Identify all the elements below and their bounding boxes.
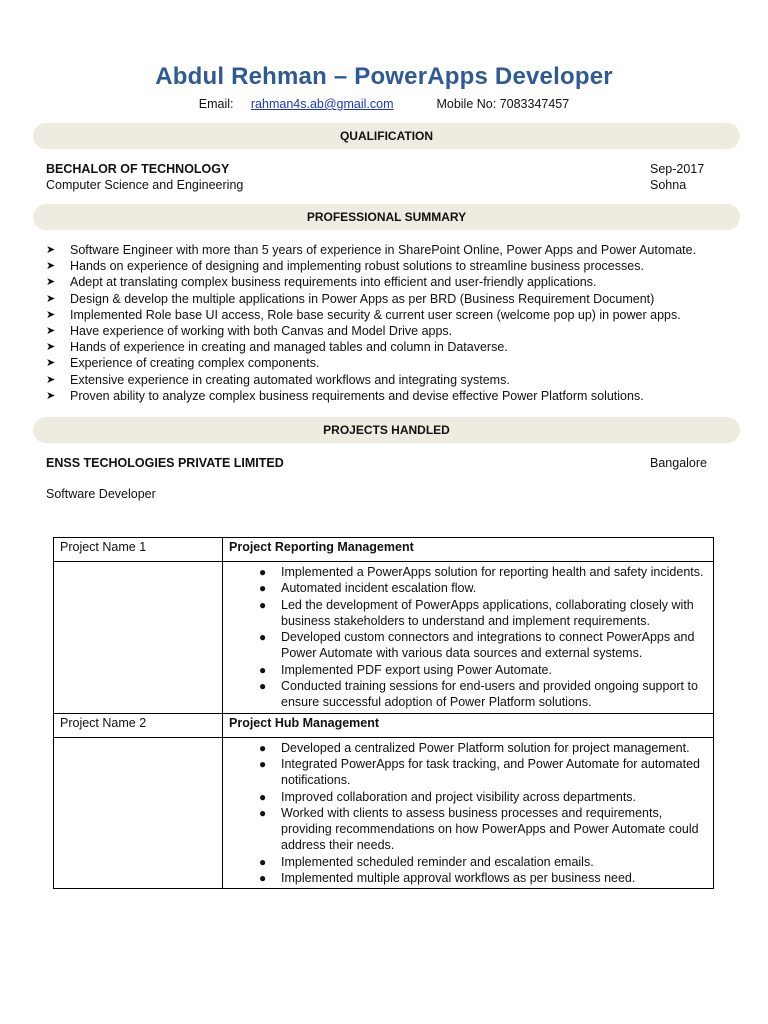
arrow-bullet-icon: ➤ bbox=[46, 373, 56, 386]
table-row bbox=[54, 562, 714, 714]
contact-line bbox=[0, 97, 768, 111]
list-item: ● Led the development of PowerApps applications, collaborating closely with business stakeholders to understand and implement requirements. bbox=[259, 597, 694, 628]
table-row bbox=[54, 713, 714, 737]
arrow-bullet-icon: ➤ bbox=[46, 244, 56, 256]
qualification-heading: QUALIFICATION bbox=[33, 123, 740, 149]
project-name: Project Reporting Management bbox=[223, 538, 714, 562]
bullet-icon: ● bbox=[259, 679, 267, 694]
job-role: Software Developer bbox=[46, 487, 156, 501]
summary-heading: PROFESSIONAL SUMMARY bbox=[33, 204, 740, 230]
arrow-bullet-icon: ➤ bbox=[46, 341, 56, 354]
list-item: ● Conducted training sessions for end-users and provided ongoing support to ensure successful adoption of Power Platform solutions. bbox=[259, 679, 698, 710]
bullet-icon: ● bbox=[259, 565, 267, 579]
email-link[interactable]: rahman4s.ab@gmail.com bbox=[250, 97, 394, 111]
projects-table bbox=[53, 537, 714, 889]
table-row bbox=[54, 737, 714, 889]
list-item: ➤ Software Engineer with more than 5 years of experience in SharePoint Online, Power Apps and Power Automate. bbox=[46, 243, 697, 257]
projects-heading: PROJECTS HANDLED bbox=[33, 417, 740, 443]
list-item: ➤ Experience of creating complex components. bbox=[46, 356, 320, 371]
summary-list bbox=[46, 242, 746, 404]
list-item: ● Worked with clients to assess business processes and requirements, providing recommendations on how PowerApps and Power Automate could address their needs. bbox=[259, 805, 699, 853]
list-item: ➤ Design & develop the multiple applications in Power Apps as per BRD (Business Requirement Document) bbox=[46, 291, 655, 306]
bullet-icon: ● bbox=[259, 740, 267, 755]
project-label: Project Name 1 bbox=[54, 538, 223, 562]
list-item: ● Implemented PDF export using Power Automate. bbox=[259, 662, 552, 677]
bullet-icon: ● bbox=[259, 789, 267, 804]
degree-field: Computer Science and Engineering bbox=[46, 178, 244, 192]
arrow-bullet-icon: ➤ bbox=[46, 292, 56, 305]
list-item: ● Implemented multiple approval workflows as per business need. bbox=[259, 871, 636, 886]
mobile-number: Mobile No: 7083347457 bbox=[436, 97, 570, 111]
arrow-bullet-icon: ➤ bbox=[46, 357, 56, 370]
project-details bbox=[223, 737, 714, 889]
arrow-bullet-icon: ➤ bbox=[46, 324, 56, 337]
arrow-bullet-icon: ➤ bbox=[46, 389, 56, 402]
project-points bbox=[229, 740, 713, 887]
employer-location: Bangalore bbox=[650, 456, 707, 470]
bullet-icon: ● bbox=[259, 581, 267, 596]
list-item: ➤ Adept at translating complex business requirements into efficient and user-friendly applications. bbox=[46, 275, 597, 290]
list-item: ➤ Extensive experience in creating automated workflows and integrating systems. bbox=[46, 372, 510, 387]
project-label: Project Name 2 bbox=[54, 713, 223, 737]
bullet-icon: ● bbox=[259, 756, 267, 771]
arrow-bullet-icon: ➤ bbox=[46, 260, 56, 273]
bullet-icon: ● bbox=[259, 854, 267, 869]
project-points bbox=[229, 564, 713, 711]
arrow-bullet-icon: ➤ bbox=[46, 308, 56, 321]
email-label: Email: bbox=[198, 97, 234, 111]
employer-name: ENSS TECHOLOGIES PRIVATE LIMITED bbox=[46, 456, 284, 470]
list-item: ● Developed a centralized Power Platform solution for project management. bbox=[259, 740, 690, 755]
list-item: ● Automated incident escalation flow. bbox=[259, 581, 477, 596]
degree: BECHALOR OF TECHNOLOGY bbox=[46, 162, 230, 176]
list-item: ● Implemented a PowerApps solution for reporting health and safety incidents. bbox=[259, 565, 704, 579]
list-item: ➤ Proven ability to analyze complex business requirements and devise effective Power Platform solutions. bbox=[46, 388, 644, 403]
bullet-icon: ● bbox=[259, 805, 267, 820]
empty-cell bbox=[54, 562, 223, 714]
project-details bbox=[223, 562, 714, 714]
bullet-icon: ● bbox=[259, 630, 267, 645]
bullet-icon: ● bbox=[259, 597, 267, 612]
list-item: ● Improved collaboration and project visibility across departments. bbox=[259, 789, 637, 804]
list-item: ● Implemented scheduled reminder and escalation emails. bbox=[259, 854, 594, 869]
list-item: ➤ Implemented Role base UI access, Role base security & current user screen (welcome pop up) in power apps. bbox=[46, 307, 681, 322]
arrow-bullet-icon: ➤ bbox=[46, 276, 56, 289]
bullet-icon: ● bbox=[259, 871, 267, 886]
list-item: ➤ Have experience of working with both Canvas and Model Drive apps. bbox=[46, 323, 453, 338]
empty-cell bbox=[54, 737, 223, 889]
project-name: Project Hub Management bbox=[223, 713, 714, 737]
list-item: ● Integrated PowerApps for task tracking, and Power Automate for automated notifications. bbox=[259, 756, 700, 788]
list-item: ● Developed custom connectors and integrations to connect PowerApps and Power Automate with various data sources and external systems. bbox=[259, 630, 695, 661]
degree-location: Sohna bbox=[650, 178, 687, 192]
resume-title: Abdul Rehman – PowerApps Developer bbox=[155, 63, 613, 90]
bullet-icon: ● bbox=[259, 662, 267, 677]
list-item: ➤ Hands on experience of designing and implementing robust solutions to streamline business processes. bbox=[46, 259, 644, 274]
table-row bbox=[54, 538, 714, 562]
list-item: ➤ Hands of experience in creating and managed tables and column in Dataverse. bbox=[46, 340, 508, 355]
degree-date: Sep-2017 bbox=[650, 162, 705, 176]
